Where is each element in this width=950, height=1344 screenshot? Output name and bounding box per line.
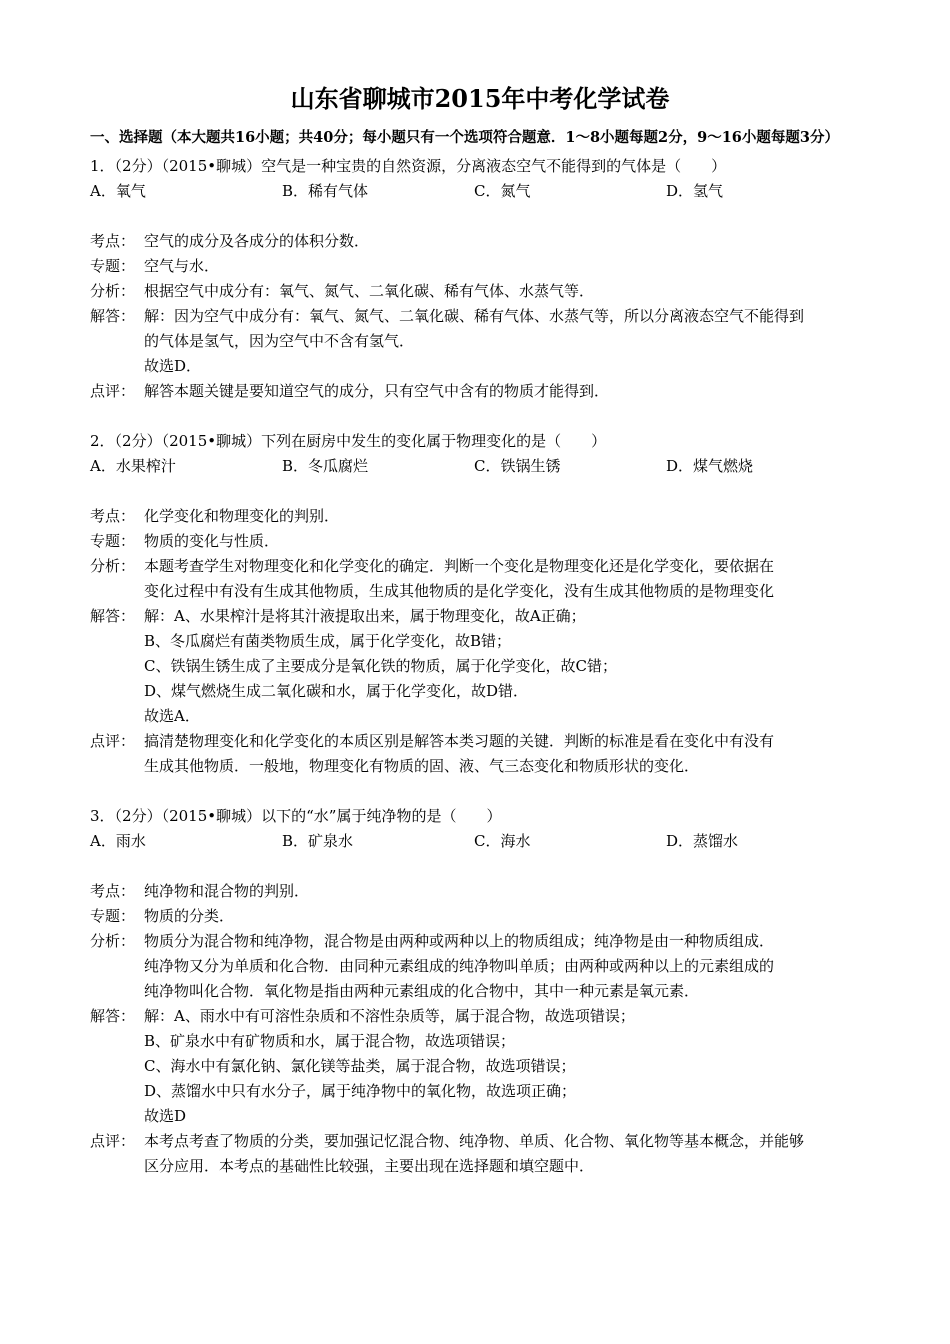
analysis-zhuanti bbox=[90, 254, 870, 279]
option-row bbox=[90, 829, 870, 854]
zhuanti-label: 专题： bbox=[90, 257, 136, 275]
jieda-line: B、冬瓜腐烂有菌类物质生成，属于化学变化，故B错； bbox=[144, 632, 512, 650]
jieda-label: 解答： bbox=[90, 307, 136, 325]
option-b: B．稀有气体 bbox=[282, 182, 369, 200]
analysis-dianping bbox=[90, 379, 870, 404]
jieda-line: D、蒸馏水中只有水分子，属于纯净物中的氧化物，故选项正确； bbox=[144, 1082, 577, 1100]
analysis-fenxi bbox=[90, 554, 870, 604]
question-stem: 3．（2分）（2015•聊城）以下的“水”属于纯净物的是（ ） bbox=[90, 807, 502, 825]
dianping-line: 本考点考查了物质的分类，要加强记忆混合物、纯净物、单质、化合物、氧化物等基本概念，并能够 bbox=[144, 1132, 805, 1150]
kaodian-label: 考点： bbox=[90, 507, 136, 525]
zhuanti-content: 空气与水． bbox=[144, 257, 220, 275]
dianping-line: 解答本题关键是要知道空气的成分，只有空气中含有的物质才能得到． bbox=[144, 382, 610, 400]
fenxi-line: 物质分为混合物和纯净物，混合物是由两种或两种以上的物质组成；纯净物是由一种物质组成． bbox=[144, 932, 775, 950]
dianping-label: 点评： bbox=[90, 382, 136, 400]
question-block bbox=[90, 429, 870, 804]
analysis-zhuanti bbox=[90, 904, 870, 929]
spacer bbox=[90, 1179, 870, 1204]
option-c: C．氮气 bbox=[474, 182, 531, 200]
dianping-line: 搞清楚物理变化和化学变化的本质区别是解答本类习题的关键．判断的标准是看在变化中有没有 bbox=[144, 732, 775, 750]
jieda-content bbox=[144, 1004, 870, 1129]
analysis-kaodian bbox=[90, 879, 870, 904]
option-d: D．氢气 bbox=[666, 182, 724, 200]
dianping-line: 生成其他物质．一般地，物理变化有物质的固、液、气三态变化和物质形状的变化． bbox=[144, 757, 700, 775]
question-list bbox=[90, 154, 870, 1204]
kaodian-content: 空气的成分及各成分的体积分数． bbox=[144, 232, 370, 250]
question-stem: 1．（2分）（2015•聊城）空气是一种宝贵的自然资源，分离液态空气不能得到的气体是（ ） bbox=[90, 157, 727, 175]
analysis-kaodian bbox=[90, 229, 870, 254]
exam-page bbox=[90, 82, 870, 1204]
zhuanti-content: 物质的变化与性质． bbox=[144, 532, 280, 550]
option-c: C．铁锅生锈 bbox=[474, 457, 561, 475]
option-d: D．蒸馏水 bbox=[666, 832, 739, 850]
option-row bbox=[90, 454, 870, 479]
kaodian-label: 考点： bbox=[90, 232, 136, 250]
option-a: A．氧气 bbox=[90, 182, 146, 200]
kaodian-content: 纯净物和混合物的判别． bbox=[144, 882, 310, 900]
zhuanti-label: 专题： bbox=[90, 532, 136, 550]
fenxi-line: 变化过程中有没有生成其他物质，生成其他物质的是化学变化，没有生成其他物质的是物理变化 bbox=[144, 582, 775, 600]
fenxi-content bbox=[144, 554, 870, 604]
spacer bbox=[90, 204, 870, 229]
fenxi-label: 分析： bbox=[90, 282, 136, 300]
option-a: A．水果榨汁 bbox=[90, 457, 176, 475]
fenxi-line: 根据空气中成分有：氧气、氮气、二氧化碳、稀有气体、水蒸气等． bbox=[144, 282, 595, 300]
option-d: D．煤气燃烧 bbox=[666, 457, 754, 475]
fenxi-content bbox=[144, 279, 870, 304]
dianping-line: 区分应用．本考点的基础性比较强，主要出现在选择题和填空题中． bbox=[144, 1157, 595, 1175]
jieda-line: C、铁锅生锈生成了主要成分是氧化铁的物质，属于化学变化，故C错； bbox=[144, 657, 617, 675]
spacer bbox=[90, 404, 870, 429]
jieda-line: D、煤气燃烧生成二氧化碳和水，属于化学变化，故D错． bbox=[144, 682, 529, 700]
analysis-jieda bbox=[90, 304, 870, 379]
dianping-label: 点评： bbox=[90, 1132, 136, 1150]
dianping-content bbox=[144, 1129, 870, 1179]
jieda-line: 故选D bbox=[144, 1107, 187, 1125]
jieda-content bbox=[144, 604, 870, 729]
analysis-jieda bbox=[90, 1004, 870, 1129]
jieda-line: 解：A、雨水中有可溶性杂质和不溶性杂质等，属于混合物，故选项错误； bbox=[144, 1007, 635, 1025]
analysis-zhuanti bbox=[90, 529, 870, 554]
kaodian-label: 考点： bbox=[90, 882, 136, 900]
fenxi-content bbox=[144, 929, 870, 1004]
analysis-jieda bbox=[90, 604, 870, 729]
analysis-dianping bbox=[90, 729, 870, 779]
jieda-line: B、矿泉水中有矿物质和水，属于混合物，故选项错误； bbox=[144, 1032, 516, 1050]
question-stem: 2．（2分）（2015•聊城）下列在厨房中发生的变化属于物理变化的是（ ） bbox=[90, 432, 607, 450]
zhuanti-content: 物质的分类． bbox=[144, 907, 235, 925]
analysis-fenxi bbox=[90, 279, 870, 304]
jieda-line: C、海水中有氯化钠、氯化镁等盐类，属于混合物，故选项错误； bbox=[144, 1057, 576, 1075]
dianping-content bbox=[144, 729, 870, 779]
option-a: A．雨水 bbox=[90, 832, 146, 850]
jieda-line: 的气体是氢气，因为空气中不含有氢气． bbox=[144, 332, 415, 350]
fenxi-line: 本题考查学生对物理变化和化学变化的确定．判断一个变化是物理变化还是化学变化，要依据在 bbox=[144, 557, 775, 575]
analysis-kaodian bbox=[90, 504, 870, 529]
dianping-label: 点评： bbox=[90, 732, 136, 750]
jieda-label: 解答： bbox=[90, 607, 136, 625]
jieda-content bbox=[144, 304, 870, 379]
zhuanti-label: 专题： bbox=[90, 907, 136, 925]
spacer bbox=[90, 779, 870, 804]
dianping-content bbox=[144, 379, 870, 404]
analysis-fenxi bbox=[90, 929, 870, 1004]
fenxi-line: 纯净物又分为单质和化合物．由同种元素组成的纯净物叫单质；由两种或两种以上的元素组成的 bbox=[144, 957, 775, 975]
section-heading: 一、选择题（本大题共16小题；共40分；每小题只有一个选项符合题意．1～8小题每题2分，9～16小题每题3分） bbox=[90, 129, 839, 146]
spacer bbox=[90, 479, 870, 504]
question-block bbox=[90, 154, 870, 429]
option-c: C．海水 bbox=[474, 832, 531, 850]
question-block bbox=[90, 804, 870, 1204]
jieda-label: 解答： bbox=[90, 1007, 136, 1025]
kaodian-content: 化学变化和物理变化的判别． bbox=[144, 507, 340, 525]
fenxi-label: 分析： bbox=[90, 932, 136, 950]
jieda-line: 解：A、水果榨汁是将其汁液提取出来，属于物理变化，故A正确； bbox=[144, 607, 586, 625]
fenxi-line: 纯净物叫化合物．氧化物是指由两种元素组成的化合物中，其中一种元素是氧元素． bbox=[144, 982, 700, 1000]
fenxi-label: 分析： bbox=[90, 557, 136, 575]
analysis-dianping bbox=[90, 1129, 870, 1179]
option-b: B．冬瓜腐烂 bbox=[282, 457, 369, 475]
spacer bbox=[90, 854, 870, 879]
page-title: 山东省聊城市2015年中考化学试卷 bbox=[290, 84, 670, 113]
jieda-line: 故选A． bbox=[144, 707, 200, 725]
jieda-line: 故选D． bbox=[144, 357, 202, 375]
jieda-line: 解：因为空气中成分有：氧气、氮气、二氧化碳、稀有气体、水蒸气等，所以分离液态空气不能得到 bbox=[144, 307, 805, 325]
option-row bbox=[90, 179, 870, 204]
option-b: B．矿泉水 bbox=[282, 832, 354, 850]
